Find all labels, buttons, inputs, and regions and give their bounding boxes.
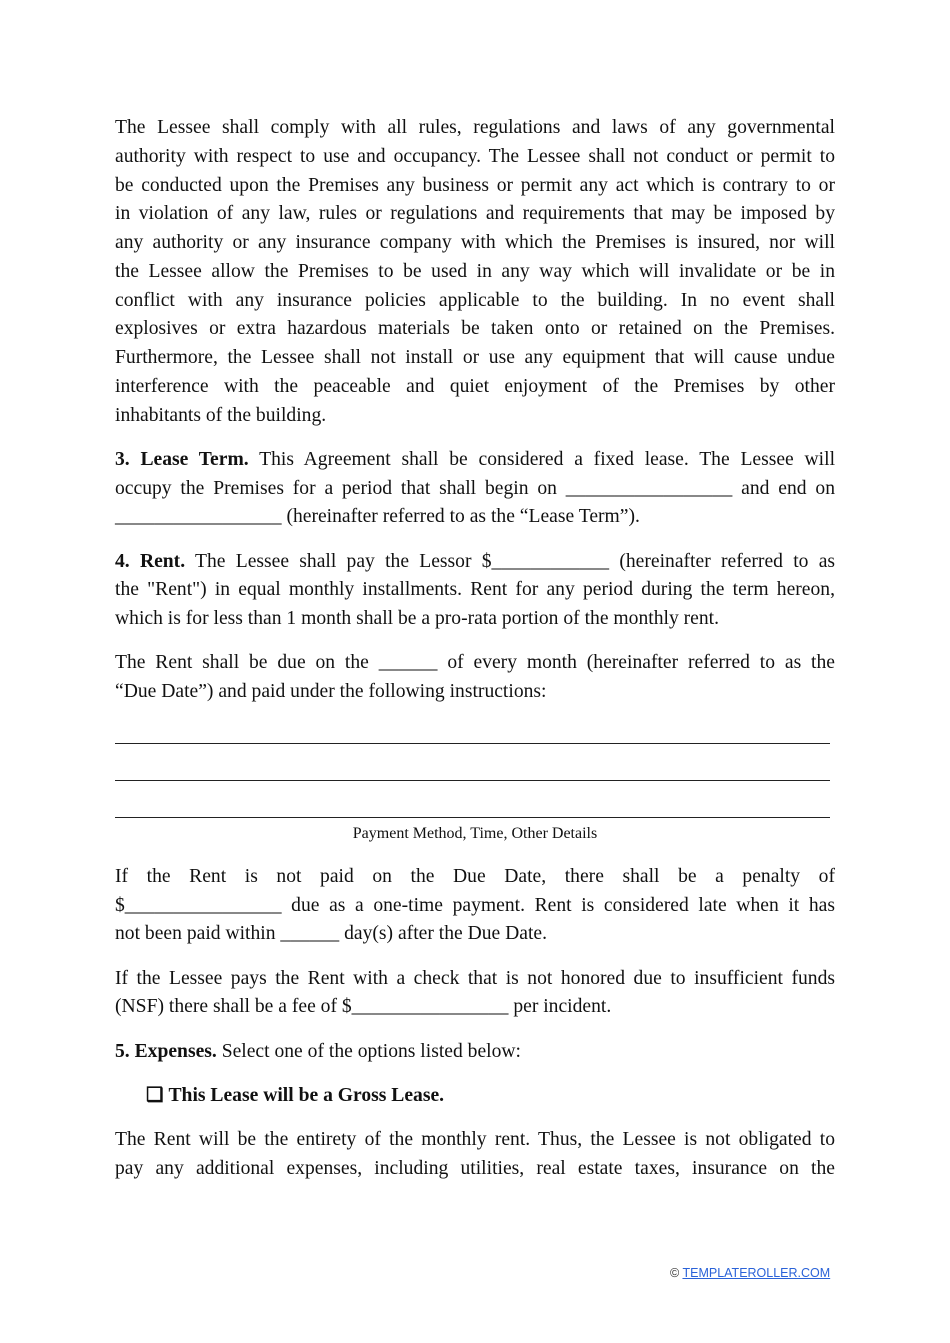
blank-line[interactable]	[115, 744, 830, 781]
text-line: The Rent shall be due on the ______ of every month (hereinafter referred to as the	[115, 652, 835, 674]
text-line: If the Rent is not paid on the Due Date, there shall be a penalty of	[115, 865, 835, 887]
text-line: pay any additional expenses, including utilities, real estate taxes, insurance on the	[115, 1157, 835, 1179]
text-line: inhabitants of the building.	[115, 404, 327, 426]
text-line	[115, 548, 835, 577]
text-line: explosives or extra hazardous materials be taken onto or retained on the Premises.	[115, 318, 835, 340]
text-line: _________________ (hereinafter referred to as the “Lease Term”).	[115, 506, 640, 528]
penalty-paragraph	[115, 863, 835, 949]
rent-section	[115, 548, 835, 634]
text-line	[115, 1038, 835, 1067]
blank-line[interactable]	[115, 781, 830, 818]
gross-lease-paragraph	[115, 1126, 835, 1184]
templateroller-link[interactable]: TEMPLATEROLLER.COM	[682, 1266, 831, 1280]
text-line: The Rent will be the entirety of the monthly rent. Thus, the Lessee is not obligated to	[115, 1129, 835, 1150]
text-line: conflict with any insurance policies applicable to the building. In no event shall	[115, 289, 835, 311]
section-heading: 4. Rent.	[115, 550, 186, 572]
section-heading: 5. Expenses.	[115, 1040, 217, 1062]
text-line: be conducted upon the Premises any business or permit any act which is contrary to or	[115, 174, 835, 196]
lease-term-section	[115, 446, 835, 532]
footer	[670, 1266, 830, 1280]
text-line: occupy the Premises for a period that shall begin on _________________ and end on	[115, 477, 835, 499]
payment-instructions-blanks	[115, 707, 835, 846]
gross-lease-option[interactable]	[115, 1082, 835, 1111]
text-run: The Lessee shall pay the Lessor $____________ (hereinafter referred to as	[185, 550, 835, 572]
section-heading: 3. Lease Term.	[115, 448, 249, 470]
text-line: interference with the peaceable and quiet enjoyment of the Premises by other	[115, 375, 835, 397]
due-date-paragraph	[115, 649, 835, 707]
text-line: (NSF) there shall be a fee of $________________ per incident.	[115, 996, 612, 1018]
text-line: which is for less than 1 month shall be a pro-rata portion of the monthly rent.	[115, 608, 720, 629]
text-line: The Lessee shall comply with all rules, regulations and laws of any governmental	[115, 117, 835, 138]
nsf-paragraph	[115, 965, 835, 1023]
option-label: This Lease will be a Gross Lease.	[168, 1084, 445, 1106]
text-run: Select one of the options listed below:	[216, 1040, 521, 1062]
text-line: the Lessee allow the Premises to be used in any way which will invalidate or be in	[115, 260, 835, 282]
text-line	[115, 446, 835, 475]
text-line: in violation of any law, rules or regulations and requirements that may be imposed by	[115, 203, 835, 225]
text-line: $________________ due as a one-time payment. Rent is considered late when it has	[115, 894, 835, 916]
checkbox-icon[interactable]: ❑	[146, 1084, 164, 1106]
text-line: not been paid within ______ day(s) after the Due Date.	[115, 923, 548, 945]
text-line: authority with respect to use and occupancy. The Lessee shall not conduct or permit to	[115, 145, 835, 167]
copyright-icon: ©	[670, 1266, 680, 1280]
text-run: This Agreement shall be considered a fixed lease. The Lessee will	[248, 448, 835, 470]
payment-caption: Payment Method, Time, Other Details	[352, 824, 598, 842]
text-line: the "Rent") in equal monthly installments. Rent for any period during the term hereon,	[115, 579, 835, 601]
blank-line[interactable]	[115, 707, 830, 744]
text-line: If the Lessee pays the Rent with a check that is not honored due to insufficient funds	[115, 967, 835, 989]
expenses-section	[115, 1038, 835, 1067]
document-page	[115, 114, 835, 1184]
compliance-paragraph	[115, 114, 835, 430]
text-line: Furthermore, the Lessee shall not install or use any equipment that will cause undue	[115, 347, 835, 368]
text-line	[146, 1082, 835, 1111]
text-line: “Due Date”) and paid under the following instructions:	[115, 681, 547, 702]
text-line: any authority or any insurance company with which the Premises is insured, nor will	[115, 232, 835, 253]
